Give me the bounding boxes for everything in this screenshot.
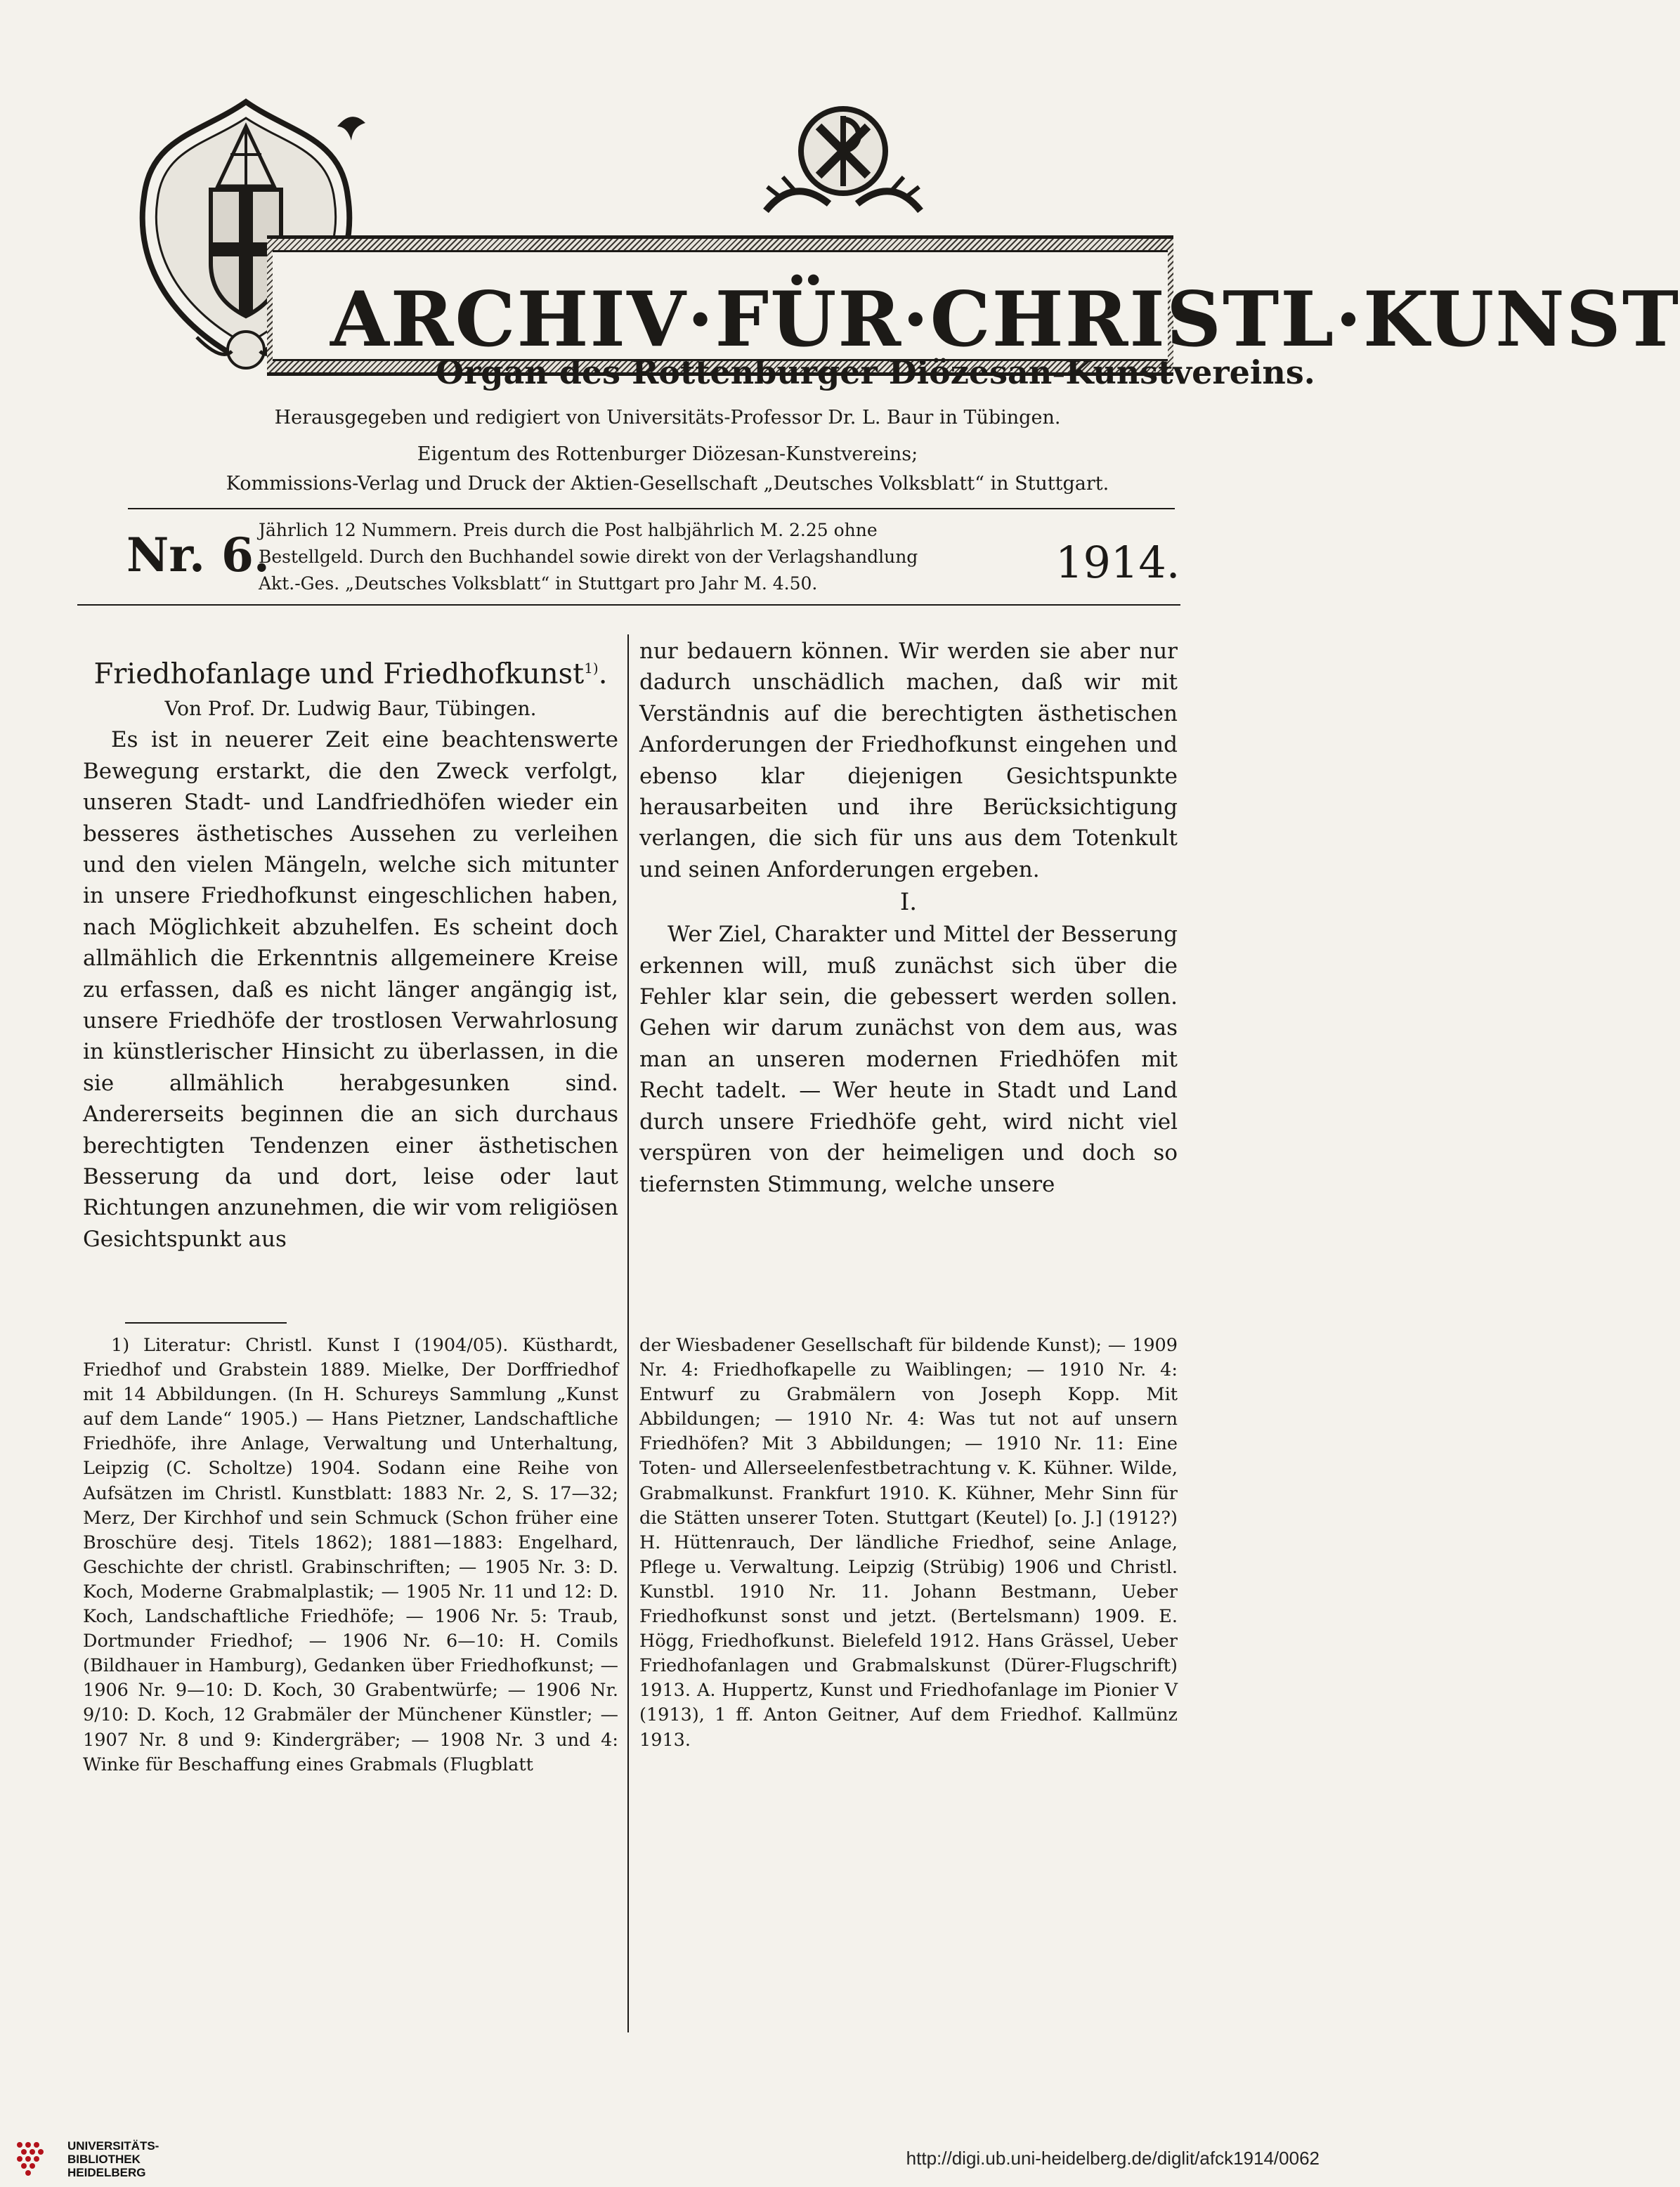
article-paragraph: nur bedauern können. Wir werden sie aber nur dadurch unschädlich machen, daß wir mit Verständnis auf die berechtigten ästhetischen Anforderungen der Friedhofkunst eingehen und ebenso klar diejenigen Gesichtspunkte herausarbeiten und ihre Berücksichtigung verlangen, die sich für uns aus dem Totenkult und seinen Anforderungen ergeben. [639,639,1178,882]
publisher-line-3: Kommissions-Verlag und Druck der Aktien-Gesellschaft „Deutsches Volksblatt“ in Stuttgart. [226,473,1109,495]
university-library-name: UNIVERSITÄTS- BIBLIOTHEK HEIDELBERG [67,2139,159,2179]
footnote-text: der Wiesbadener Gesellschaft für bildende Kunst); — 1909 Nr. 4: Friedhofkapelle zu Waiblingen; — 1910 Nr. 4: Entwurf zu Grabmälern von Joseph Kopp. Mit Abbildungen; — 1910 Nr. 4: Was tut not auf unsern Friedhöfen? Mit 3 Abbildungen; — 1910 Nr. 11: Eine Toten- und Allerseelenfestbetrachtung v. K. Kühner. Wilde, Grabmalkunst. Frankfurt 1910. K. Kühner, Mehr Sinn für die Stätten unserer Toten. Stuttgart (Keutel) [o. J.] (1912?) H. Hüttenrauch, Der ländliche Friedhof, seine Anlage, Pflege u. Verwaltung. Leipzig (Strübig) 1906 und Christl. Kunstbl. 1910 Nr. 11. Johann Bestmann, Ueber Friedhofkunst sonst und jetzt. (Bertelsmann) 1909. E. Högg, Friedhofkunst. Bielefeld 1912. Hans Grässel, Ueber Friedhofanlagen und Grabmalskunst (Dürer-Flugschrift) 1913. A. Huppertz, Kunst und Friedhofanlage im Pionier V (1913), 1 ff. Anton Geitner, Auf dem Friedhof. Kallmünz 1913. [639,1335,1178,1751]
issue-number: Nr. 6. [126,528,270,582]
publisher-line-1: Herausgegeben und redigiert von Universitäts-Professor Dr. L. Baur in Tübingen. [274,407,1061,429]
article-column-left [83,648,618,1255]
issue-year: 1914. [1055,537,1180,588]
masthead [105,84,1680,379]
publisher-line-2: Eigentum des Rottenburger Diözesan-Kunstvereins; [417,443,918,465]
article-column-right [639,636,1178,1200]
footnote-right [639,1333,1178,1753]
organ-subtitle: Organ des Rottenburger Diözesan-Kunstvereins. [436,353,1315,391]
source-url-link[interactable]: http://digi.ub.uni-heidelberg.de/diglit/afck1914/0062 [906,2148,1320,2169]
section-heading: I. [899,888,918,917]
footnote-left [83,1333,618,1777]
digitization-footer [0,2129,1332,2187]
issue-info-line-1: Jährlich 12 Nummern. Preis durch die Post halbjährlich M. 2.25 ohne [259,520,878,540]
footnote-rule [125,1322,287,1324]
article-paragraph: Wer Ziel, Charakter und Mittel der Besserung erkennen will, muß zunächst sich über die Fehler klar sein, die gebessert werden sollen. Gehen wir darum zunächst von dem aus, was man an unseren modernen Friedhöfen mit Recht tadelt. — Wer heute in Stadt und Land durch unsere Friedhöfe geht, wird nicht viel verspüren von der heimeligen und doch so tiefernsten Stimmung, welche unsere [639,922,1178,1197]
column-divider [627,634,629,2032]
footnote-text: 1) Literatur: Christl. Kunst I (1904/05). Küsthardt, Friedhof und Grabstein 1889. Mielke, Der Dorffriedhof mit 14 Abbildungen. (In H. Schureys Sammlung „Kunst auf dem Lande“ 1905.) — Hans Pietzner, Landschaftliche Friedhöfe, ihre Anlage, Verwaltung und Unterhaltung, Leipzig (C. Scholtze) 1904. Sodann eine Reihe von Aufsätzen im Christl. Kunstblatt: 1883 Nr. 2, S. 17—32; Merz, Der Kirchhof und sein Schmuck (Schon früher eine Broschüre desj. Titels 1862); 1881—1883: Engelhard, Geschichte der christl. Grabinschriften; — 1905 Nr. 3: D. Koch, Moderne Grabmalplastik; — 1905 Nr. 11 und 12: D. Koch, Landschaftliche Friedhöfe; — 1906 Nr. 5: Traub, Dortmunder Friedhof; — 1906 Nr. 6—10: H. Comils (Bildhauer in Hamburg), Gedanken über Friedhofkunst; — 1906 Nr. 9—10: D. Koch, 30 Grabentwürfe; — 1906 Nr. 9/10: D. Koch, 12 Grabmäler der Münchener Künstler; — 1907 Nr. 8 und 9: Kindergräber; — 1908 Nr. 3 und 4: Winke für Beschaffung eines Grabmals (Flugblatt [83,1335,618,1775]
footnote-marker: 1) [584,660,599,677]
university-library-logo-icon [13,2138,62,2180]
header-rule-bottom [77,604,1180,606]
article-byline: Von Prof. Dr. Ludwig Baur, Tübingen. [164,697,537,721]
article-paragraph: Es ist in neuerer Zeit eine beachtenswerte Bewegung erstarkt, die den Zweck verfolgt, unseren Stadt- und Landfriedhöfen wieder ein besseres ästhetisches Aussehen zu verleihen und den vielen Mängeln, welche sich mitunter in unsere Friedhofkunst eingeschlichen haben, nach Möglichkeit abzuhelfen. Es scheint doch allmählich die Erkenntnis allgemeinere Kreise zu erfassen, daß es nicht länger angängig ist, unsere Friedhöfe der trostlosen Verwahrlosung in künstlerischer Hinsicht zu überlassen, in die sie allmählich herabgesunken sind. Andererseits beginnen die an sich durchaus berechtigten Tendenzen einer ästhetischen Besserung da und dort, leise oder laut Richtungen anzunehmen, die wir vom religiösen Gesichtspunkt aus [83,727,618,1252]
header-rule-top [128,508,1175,509]
issue-info-line-3: Akt.-Ges. „Deutsches Volksblatt“ in Stuttgart pro Jahr M. 4.50. [259,573,818,594]
article-title: Friedhofanlage und Friedhofkunst$^{1)}$. [93,658,608,691]
issue-subscription-info [259,517,1067,597]
chi-rho-wreath-icon [752,91,935,232]
issue-info-line-2: Bestellgeld. Durch den Buchhandel sowie direkt von der Verlagshandlung [259,547,918,567]
journal-title: ARCHIV·FÜR·CHRISTL·KUNST [330,275,1680,364]
